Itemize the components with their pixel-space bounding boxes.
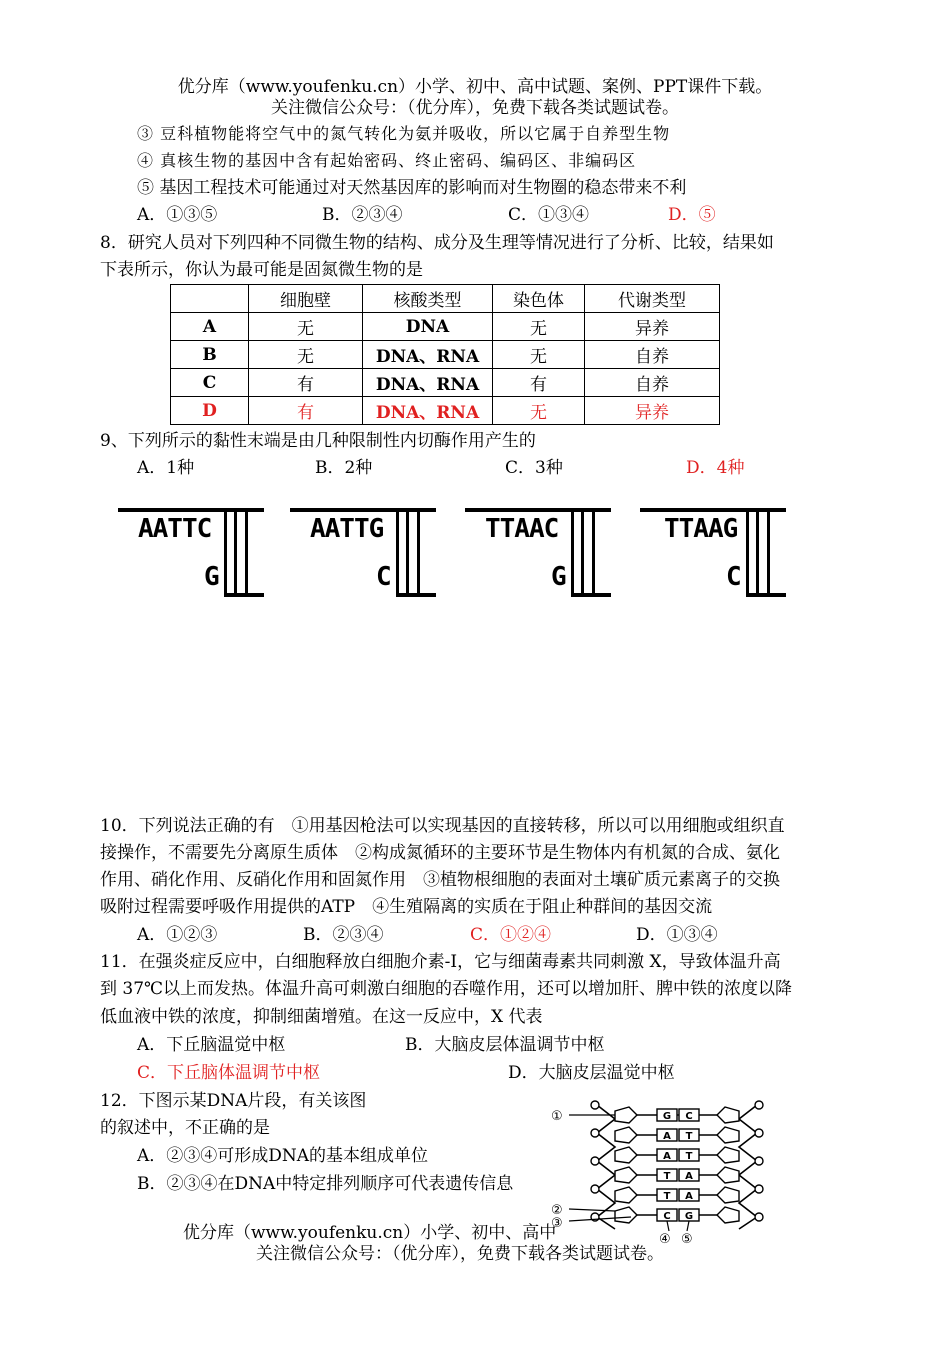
sugar-pentagon [615, 1147, 637, 1163]
q10-stem-line1: 10．下列说法正确的有 ①用基因枪法可以实现基因的直接转移，所以可以用细胞或组织直 [100, 816, 785, 836]
sugar-pentagon [717, 1187, 739, 1203]
q10-stem-line3: 作用、硝化作用、反硝化作用和固氮作用 ③植物根细胞的表面对土壤矿质元素离子的交换 [100, 870, 780, 890]
sugar-pentagon [615, 1167, 637, 1183]
bond-line [581, 512, 584, 596]
fragment-top-sequence: TTAAC [485, 514, 559, 544]
table-cell: B [171, 341, 249, 369]
q12-stem-line1: 12．下图示某DNA片段，有关该图 [100, 1091, 367, 1111]
base-letter: A [663, 1131, 671, 1142]
table-cell: D [171, 397, 249, 425]
q10-option-a: A．①②③ [137, 925, 218, 945]
q9-stem: 9、下列所示的黏性末端是由几种限制性内切酶作用产生的 [100, 431, 536, 451]
header-line1: 优分库（www.youfenku.cn）小学、初中、高中试题、案例、PPT课件下载。 [177, 77, 773, 97]
q11-option-d: D．大脑皮层温觉中枢 [508, 1063, 675, 1083]
bond-line [746, 512, 749, 596]
table-cell: 无 [249, 313, 363, 341]
table-header-cell: 核酸类型 [363, 285, 493, 313]
phosphate-circle [755, 1129, 763, 1137]
base-letter: C [663, 1211, 671, 1222]
q12-stem-line2: 的叙述中，不正确的是 [100, 1118, 270, 1138]
phosphate-circle [755, 1185, 763, 1193]
table-header-cell: 细胞壁 [249, 285, 363, 313]
phosphate-circle [755, 1213, 763, 1221]
base-letter: A [685, 1171, 693, 1182]
top-strand-line [118, 508, 264, 512]
table-cell: 无 [249, 341, 363, 369]
q7-option-d-answer: D．⑤ [668, 205, 716, 225]
fragment-bottom-base: C [726, 562, 742, 592]
phosphate-circle [755, 1101, 763, 1109]
table-header-cell [171, 285, 249, 313]
table-header-row [171, 285, 720, 313]
label-5: ⑤ [681, 1232, 693, 1247]
q10-option-b: B．②③④ [303, 925, 384, 945]
label-3: ③ [551, 1216, 563, 1231]
q10-stem-line4: 吸附过程需要呼吸作用提供的ATP ④生殖隔离的实质在于阻止种群间的基因交流 [100, 897, 713, 917]
phosphate-circle [591, 1185, 599, 1193]
bond-line [592, 512, 595, 596]
table-cell: 有 [493, 369, 585, 397]
label-4: ④ [659, 1232, 671, 1247]
phosphate-circle [755, 1157, 763, 1165]
q8-stem-line1: 8．研究人员对下列四种不同微生物的结构、成分及生理等情况进行了分析、比较，结果如 [100, 233, 774, 253]
bond-line [417, 512, 420, 596]
q7-statement-5: ⑤ 基因工程技术可能通过对天然基因库的影响而对生物圈的稳态带来不利 [137, 178, 687, 198]
q7-statement-3: ③ 豆科植物能将空气中的氮气转化为氨并吸收，所以它属于自养型生物 [137, 124, 671, 143]
sugar-pentagon [717, 1107, 739, 1123]
table-cell: 异养 [585, 397, 720, 425]
sugar-pentagon [615, 1207, 637, 1223]
table-cell: DNA [363, 313, 493, 341]
base-letter: T [685, 1151, 693, 1162]
table-cell: 自养 [585, 341, 720, 369]
sugar-pentagon [717, 1167, 739, 1183]
table-row [171, 313, 720, 341]
q12-option-a: A．②③④可形成DNA的基本组成单位 [137, 1146, 429, 1166]
q9-option-d-answer: D．4种 [686, 458, 745, 478]
label-pointer [687, 1221, 689, 1231]
table-cell: 异养 [585, 313, 720, 341]
base-letter: A [663, 1151, 671, 1162]
sugar-pentagon [615, 1127, 637, 1143]
table-cell: 无 [493, 313, 585, 341]
bond-line [756, 512, 759, 596]
bottom-strand-line [396, 593, 436, 597]
table-cell: 自养 [585, 369, 720, 397]
q11-stem-line1: 11．在强炎症反应中，白细胞释放白细胞介素-I，它与细菌毒素共同刺激 X，导致体温升高 [100, 952, 781, 972]
label-pointer [667, 1221, 669, 1231]
table-cell: DNA、RNA [363, 397, 493, 425]
q7-option-a: A．①③⑤ [137, 205, 218, 225]
q11-stem-line3: 低血液中铁的浓度，抑制细菌增殖。在这一反应中，X 代表 [100, 1007, 543, 1027]
q7-statement-4: ④ 真核生物的基因中含有起始密码、终止密码、编码区、非编码区 [137, 151, 637, 170]
table-header-cell: 代谢类型 [585, 285, 720, 313]
table-cell: C [171, 369, 249, 397]
q7-option-b: B．②③④ [322, 205, 403, 225]
fragment-top-sequence: TTAAG [664, 514, 738, 544]
table-cell: 无 [493, 341, 585, 369]
table-cell: 无 [493, 397, 585, 425]
table-cell: 有 [249, 397, 363, 425]
sugar-pentagon [717, 1207, 739, 1223]
right-backbone [739, 1105, 757, 1229]
dna-fragment-diagram [545, 1093, 805, 1253]
q8-table [170, 284, 720, 425]
q10-option-c-answer: C．①②④ [470, 925, 552, 945]
fragment-top-sequence: AATTC [138, 514, 212, 544]
sugar-pentagon [717, 1127, 739, 1143]
base-letter: A [685, 1191, 693, 1202]
q9-option-b: B．2种 [315, 458, 373, 478]
bond-line [396, 512, 399, 596]
q11-option-c-answer: C．下丘脑体温调节中枢 [137, 1063, 321, 1083]
phosphate-circle [591, 1157, 599, 1165]
sticky-end-fragment [640, 500, 790, 600]
base-letter: T [663, 1191, 671, 1202]
phosphate-circle [591, 1129, 599, 1137]
bond-line [767, 512, 770, 596]
bond-line [245, 512, 248, 596]
bottom-strand-line [746, 593, 786, 597]
top-strand-line [465, 508, 611, 512]
table-row-answer [171, 397, 720, 425]
sticky-end-fragment [465, 500, 615, 600]
table-header-cell: 染色体 [493, 285, 585, 313]
bond-line [406, 512, 409, 596]
table-cell: A [171, 313, 249, 341]
bond-line [234, 512, 237, 596]
q10-stem-line2: 接操作，不需要先分离原生质体 ②构成氮循环的主要环节是生物体内有机氮的合成、氨化 [100, 843, 780, 863]
base-letter: C [685, 1111, 693, 1122]
table-row [171, 341, 720, 369]
fragment-top-sequence: AATTG [310, 514, 384, 544]
q12-option-b: B．②③④在DNA中特定排列顺序可代表遗传信息 [137, 1174, 514, 1194]
fragment-bottom-base: G [551, 562, 567, 592]
table-cell: DNA、RNA [363, 341, 493, 369]
label-2: ② [551, 1203, 563, 1218]
label-1: ① [551, 1109, 563, 1124]
top-strand-line [640, 508, 786, 512]
bottom-strand-line [571, 593, 611, 597]
bottom-strand-line [224, 593, 264, 597]
base-letter: G [662, 1111, 672, 1122]
q11-option-b: B．大脑皮层体温调节中枢 [405, 1035, 605, 1055]
header-line2: 关注微信公众号：（优分库），免费下载各类试题试卷。 [271, 98, 679, 118]
sugar-pentagon [615, 1107, 637, 1123]
q9-option-a: A．1种 [137, 458, 195, 478]
sugar-pentagon [615, 1187, 637, 1203]
base-letter: G [684, 1211, 694, 1222]
base-letter: T [663, 1171, 671, 1182]
sugar-pentagon [717, 1147, 739, 1163]
q11-stem-line2: 到 37℃以上而发热。体温升高可刺激白细胞的吞噬作用，还可以增加肝、脾中铁的浓度以降 [100, 979, 793, 999]
q8-stem-line2: 下表所示，你认为最可能是固氮微生物的是 [100, 260, 423, 280]
table-cell: DNA、RNA [363, 369, 493, 397]
sticky-end-fragment [290, 500, 440, 600]
bond-line [224, 512, 227, 596]
phosphate-circle [591, 1101, 599, 1109]
fragment-bottom-base: G [204, 562, 220, 592]
sticky-end-figure [100, 490, 800, 615]
top-strand-line [290, 508, 436, 512]
q10-option-d: D．①③④ [636, 925, 718, 945]
table-row [171, 369, 720, 397]
q7-option-c: C．①③④ [508, 205, 590, 225]
table-cell: 有 [249, 369, 363, 397]
footer-line1: 优分库（www.youfenku.cn）小学、初中、高中 [183, 1223, 557, 1243]
bond-line [571, 512, 574, 596]
base-letter: T [685, 1131, 693, 1142]
footer-line2: 关注微信公众号：（优分库），免费下载各类试题试卷。 [256, 1244, 664, 1264]
q9-option-c: C．3种 [505, 458, 563, 478]
sticky-end-fragment [118, 500, 268, 600]
q11-option-a: A．下丘脑温觉中枢 [137, 1035, 286, 1055]
fragment-bottom-base: C [376, 562, 392, 592]
